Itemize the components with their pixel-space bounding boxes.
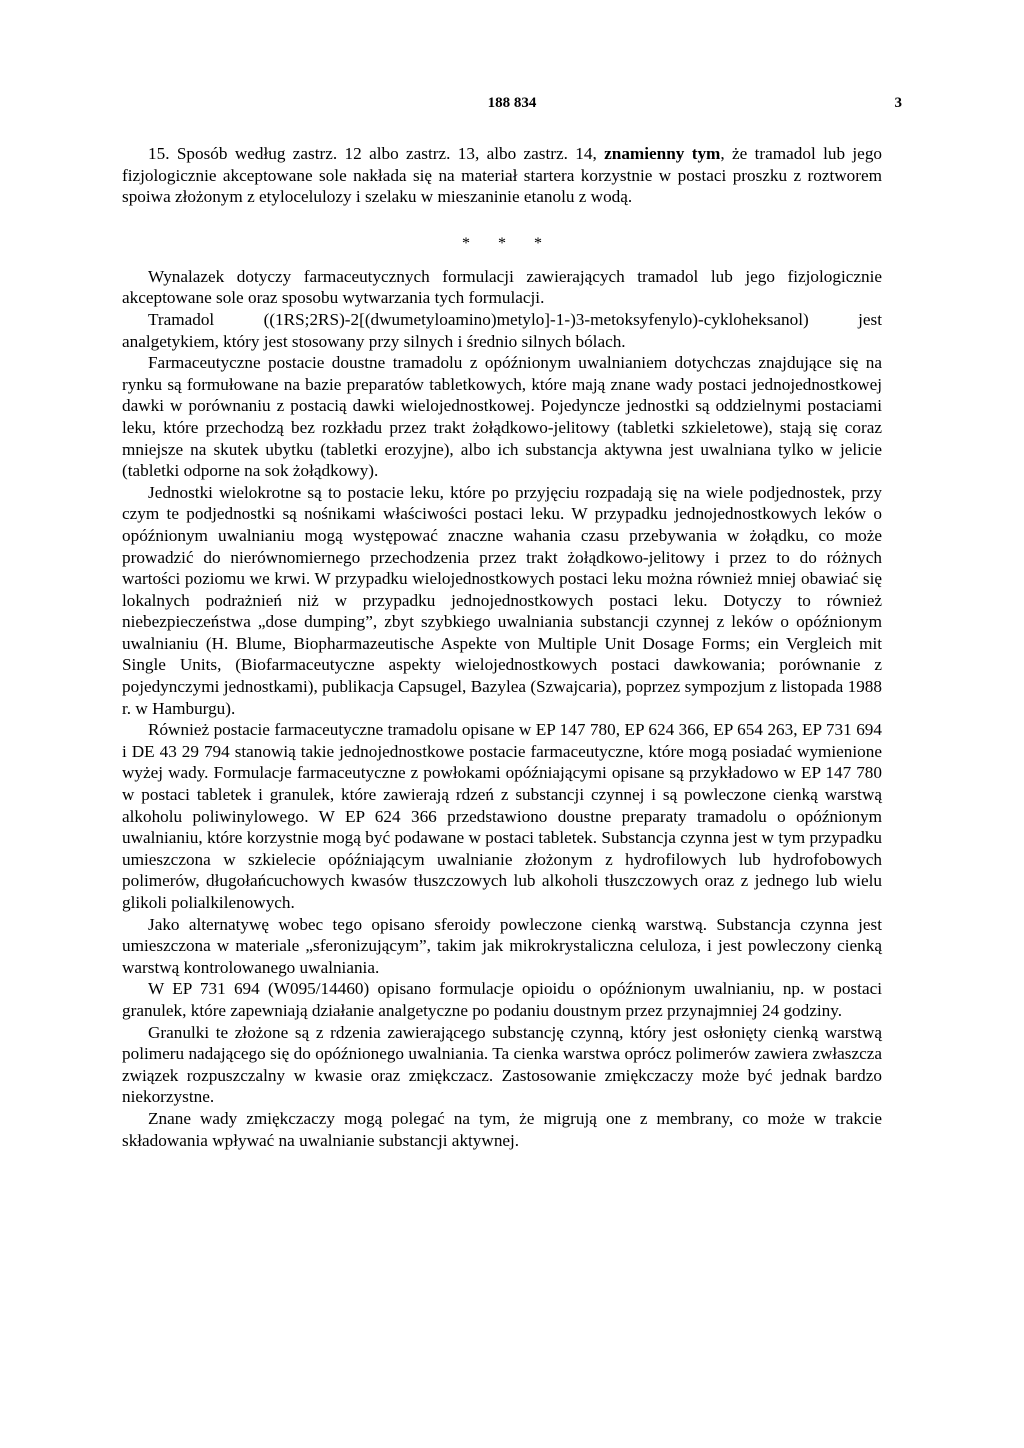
claim-15 bbox=[122, 143, 882, 208]
paragraph-9: Znane wady zmiękczaczy mogą polegać na tym, że migrują one z membrany, co może w trakcie składowania wpływać na uwalnianie substancji aktywnej. bbox=[122, 1108, 882, 1150]
claim-15-text-b: , że tramadol lub jego fizjologicznie akceptowane sole nakłada się na materiał startera korzystnie w postaci proszku z roztworem spoiwa złożonym z etylocelulozy i szelaku w mieszaninie etanolu z wodą. bbox=[122, 144, 883, 207]
paragraph-3: Farmaceutyczne postacie doustne tramadolu z opóźnionym uwalnianiem dotychczas znajdujące się na rynku są formułowane na bazie preparatów tabletkowych, które mają znane wady postaci jednojednostkowej dawki w porównaniu z postacią dawki wielojednostkowej. Pojedyncze jednostki są oddzielnymi postaciami leku, które przechodzą bez rozkładu przez trakt żołądkowo-jelitowy (tabletki szkieletowe), stają się coraz mniejsze na skutek ubytku (tabletki erozyjne), albo ich substancja aktywna jest uwalniana tylko w jelicie (tabletki odporne na sok żołądkowy). bbox=[122, 353, 882, 481]
paragraph-5: Również postacie farmaceutyczne tramadolu opisane w EP 147 780, EP 624 366, EP 654 263, EP 731 694 i DE 43 29 794 stanowią takie jednojednostkowe postacie farmaceutyczne, które mogą posiadać wymienione wyżej wady. Formulacje farmaceutyczne z powłokami opóźniającymi opisane są przykładowo w EP 147 780 w postaci tabletek i granulek, które zawierają rdzeń z substancji czynnej i są powleczone cienką warstwą alkoholu poliwinylowego. W EP 624 366 przedstawiono doustne preparaty tramadolu o opóźnionym uwalnianiu, które korzystnie mogą być podawane w postaci tabletek. Substancja czynna jest w tym przypadku umieszczona w szkielecie opóźniającym uwalnianie złożonym z hydrofilowych lub hydrofobowych polimerów, długołańcuchowych kwasów tłuszczowych lub alkoholi tłuszczowych oraz z jednego lub wielu glikoli polialkilenowych. bbox=[122, 720, 882, 912]
paragraph-7: W EP 731 694 (W095/14460) opisano formulacje opioidu o opóźnionym uwalnianiu, np. w postaci granulek, które zapewniają działanie analgetyczne po podaniu doustnym przez przynajmniej 24 godziny. bbox=[122, 979, 882, 1020]
paragraph-4: Jednostki wielokrotne są to postacie leku, które po przyjęciu rozpadają się na wiele podjednostek, przy czym te podjednostki są nośnikami właściwości postaci leku. W przypadku jednojednostkowych leków o opóźnionym uwalnianiu mogą występować znaczne wahania czasu przebywania w żołądku, co może prowadzić do nierównomiernego przechodzenia przez trakt żołądkowo-jelitowy i przez to do różnych wartości poziomu we krwi. W przypadku wielojednostkowych postaci leku można również mniej obawiać się lokalnych podrażnień niż w przypadku jednojednostkowych postaci leku. Dotyczy to również niebezpieczeństwa „dose dumping”, zbyt szybkiego uwalniania substancji czynnej z leków o opóźnionym uwalnianiu (H. Blume, Biopharmazeutische Aspekte von Multiple Unit Dosage Forms; ein Vergleich mit Single Units, (Biofarmaceutyczne aspekty wielojednostkowych postaci dawkowania; porównanie z pojedynczymi jednostkami), publikacja Capsugel, Bazylea (Szwajcaria), poprzez sympozjum z listopada 1988 r. w Hamburgu). bbox=[122, 482, 882, 718]
section-separator: * * * bbox=[462, 234, 554, 252]
patent-number: 188 834 bbox=[487, 95, 537, 111]
paragraph-1: Wynalazek dotyczy farmaceutycznych formulacji zawierających tramadol lub jego fizjologicznie akceptowane sole oraz sposobu wytwarzania tych formulacji. bbox=[122, 266, 882, 308]
paragraph-6: Jako alternatywę wobec tego opisano sferoidy powleczone cienką warstwą. Substancja czynna jest umieszczona w materiale „sferonizującym”, takim jak mikrokrystaliczna celuloza, i jest powleczony cienką warstwą kontrolowanego uwalniania. bbox=[122, 914, 882, 977]
paragraph-2: Tramadol ((1RS;2RS)-2[(dwumetyloamino)metylo]-1-)3-metoksyfenylo)-cykloheksanol) jest analgetykiem, który jest stosowany przy silnych i średnio silnych bólach. bbox=[122, 309, 882, 351]
page-header bbox=[122, 95, 902, 115]
paragraph-8: Granulki te złożone są z rdzenia zawierającego substancję czynną, który jest osłonięty cienką warstwą polimeru nadającego się do opóźnionego uwalniania. Ta cienka warstwa oprócz polimerów zawiera zwłaszcza związek rozpuszczalny w kwasie oraz zmiękczacz. Zastosowanie zmiękczaczy może być jednak bardzo niekorzystne. bbox=[122, 1022, 882, 1107]
claim-15-text-a: 15. Sposób według zastrz. 12 albo zastrz. 13, albo zastrz. 14, bbox=[148, 144, 605, 163]
document-body bbox=[122, 143, 882, 1151]
page-number: 3 bbox=[894, 95, 902, 111]
claim-15-bold-term: znamienny tym bbox=[604, 144, 721, 163]
